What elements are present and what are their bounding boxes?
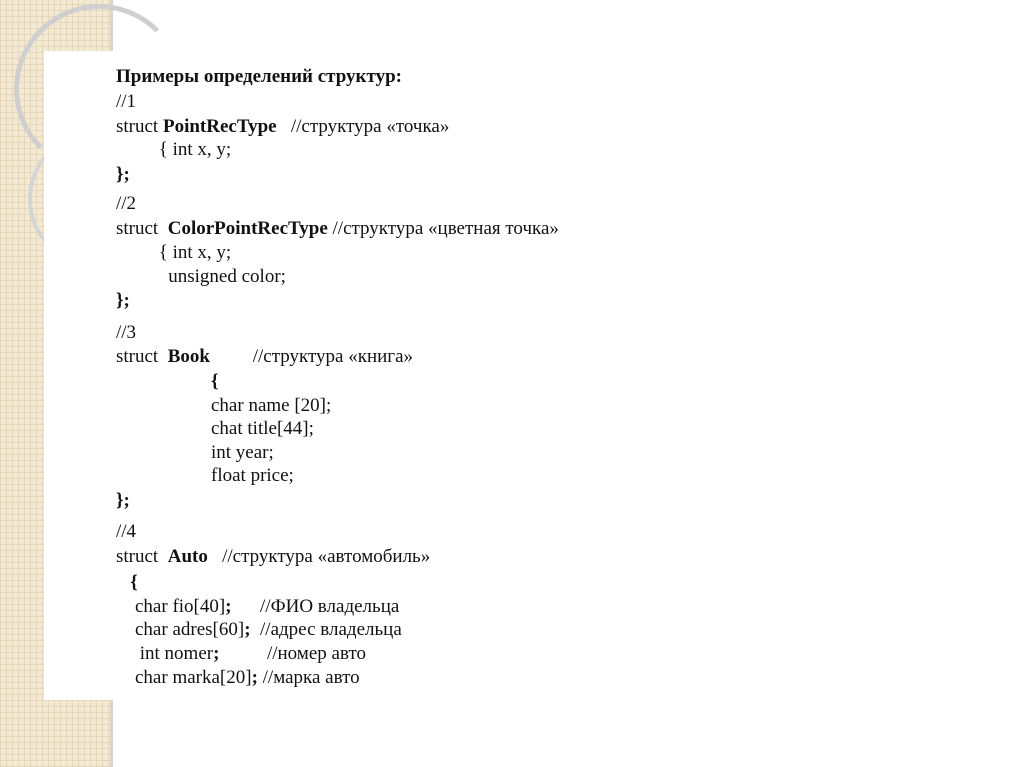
text-run: ColorPointRecType [167,218,328,239]
text-run: ; [244,619,251,640]
document-line [116,418,314,440]
text-run: Book [167,346,210,367]
text-run: struct [116,546,168,567]
document-line [116,193,136,215]
text-run: PointRecType [162,116,277,137]
document-line [116,619,402,641]
text-run: struct [116,116,163,137]
document-line [116,346,413,368]
text-run: }; [116,290,130,311]
text-run: float price; [116,465,294,486]
text-run: //марка авто [257,667,360,688]
text-run: Auto [167,546,208,567]
document-line [116,66,402,88]
document-line [116,521,136,543]
document-line [116,371,219,393]
text-run: //1 [116,91,137,112]
text-run: //структура «книга» [209,346,414,367]
text-run: //ФИО владельца [231,596,400,617]
text-run: char fio[40] [116,596,226,617]
text-run: { int x, y; [116,139,232,160]
text-run: //4 [116,521,137,542]
text-run: { [116,371,219,392]
text-run: }; [116,164,130,185]
text-run: { int x, y; [116,242,232,263]
text-run: //3 [116,322,137,343]
document-line [116,116,449,138]
text-run: ; [213,643,220,664]
text-run: ; [225,596,232,617]
text-run: }; [116,490,130,511]
text-run: //структура «цветная точка» [327,218,559,239]
text-run: int year; [116,442,274,463]
document-line [116,91,136,113]
document-line [116,643,366,665]
text-run: char adres[60] [116,619,245,640]
document-line [116,442,274,464]
text-run: char name [20]; [116,395,332,416]
text-run: Примеры определений структур: [116,66,402,87]
document-line [116,667,360,689]
text-run: int nomer [116,643,214,664]
document-line [116,290,130,312]
text-run: //адрес владельца [250,619,402,640]
text-run: unsigned color; [116,266,286,287]
document-line [116,242,231,264]
text-run: //2 [116,193,137,214]
document-line [116,218,559,240]
document-line [116,139,231,161]
document-line [116,596,399,618]
text-run: //структура «автомобиль» [207,546,431,567]
text-run: ; [251,667,258,688]
text-run: struct [116,218,168,239]
document-line [116,490,130,512]
text-run: //структура «точка» [276,116,450,137]
text-run: { [116,572,138,593]
document-line [116,322,136,344]
document-line [116,546,430,568]
document-page [44,51,1024,700]
text-run: char marka[20] [116,667,252,688]
document-line [116,266,286,288]
document-line [116,572,138,594]
document-line [116,395,331,417]
document-line [116,465,294,487]
text-run: struct [116,346,168,367]
document-line [116,164,130,186]
text-run: //номер авто [219,643,366,664]
text-run: chat title[44]; [116,418,314,439]
